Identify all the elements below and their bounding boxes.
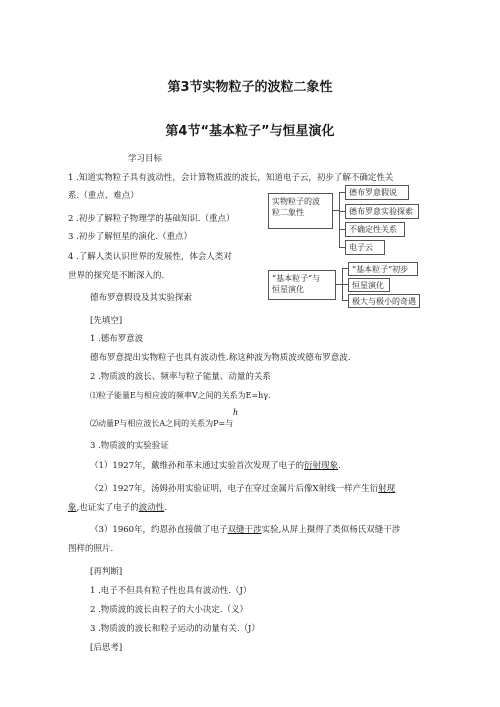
point-3-item-3 bbox=[90, 524, 400, 536]
map-box-wave-particle bbox=[268, 193, 333, 229]
map-bracket bbox=[339, 192, 340, 247]
point-3-item-1 bbox=[90, 460, 341, 472]
point-1-body: 德布罗意提出实物粒子也具有波动性.称这种波为物质波或德布罗意波. bbox=[90, 353, 351, 363]
text-run: （3）1960年，约恩孙直接做了电子 bbox=[90, 525, 228, 535]
goal-2: 2 .初步了解粒子物理学的基础知识.（重点） bbox=[68, 214, 235, 224]
page-title-section-4: 第4节“基本粒子”与恒星演化 bbox=[165, 124, 335, 139]
text-run: ,也证实了电子的 bbox=[76, 503, 139, 513]
think-tag: [后思考] bbox=[90, 643, 123, 653]
point-2-heading: 2 .物质波的波长、频率与粒子能量、动量的关系 bbox=[90, 372, 271, 382]
goal-4-line-1: 4 .了解人类认识世界的发展性，体会人类对 bbox=[68, 252, 232, 262]
formula-numerator: h bbox=[233, 408, 239, 417]
point-3-item-2-cont bbox=[68, 502, 167, 514]
judge-tag: [再判断] bbox=[90, 567, 123, 577]
judge-3: 3 .物质波的波长和粒子运动的动量有关.（J） bbox=[90, 624, 260, 634]
page-title-section-3: 第3节实物粒子的波粒二象性 bbox=[167, 80, 333, 95]
point-3-heading: 3 .物质波的实验验证 bbox=[90, 441, 169, 451]
goal-1-line-2: 系.（重点、难点） bbox=[68, 191, 139, 201]
text-run: . bbox=[338, 461, 341, 471]
goal-3: 3 .初步了解恒星的演化.（重点） bbox=[68, 232, 193, 242]
text-run: . bbox=[164, 503, 167, 513]
text-run: 实验,从屏上摄得了类似杨氏双缝干涉 bbox=[261, 525, 401, 535]
underlined-answer: 波动性 bbox=[138, 503, 165, 513]
underlined-answer: 双缝干涉 bbox=[227, 525, 262, 535]
map-item-electron-cloud: 电子云 bbox=[345, 240, 385, 255]
underlined-answer: 衍射现象 bbox=[304, 461, 339, 471]
map-item-basic-particles: “基本粒子”初步 bbox=[348, 262, 418, 276]
text-run: （2）1927年，汤姆孙用实验证明，电子在穿过金属片后像X射线一样产生衍 bbox=[90, 484, 379, 494]
map-box-line: 实物粒子的波 bbox=[272, 197, 320, 206]
underlined-answer: 射现 bbox=[378, 484, 396, 494]
map-item-stellar-evolution: 恒星演化 bbox=[348, 278, 390, 292]
section-heading: 德布罗意假设及其实验探索 bbox=[90, 293, 193, 303]
fill-in-tag: [先填空] bbox=[90, 316, 123, 326]
text-run: （1）1927年，戴维孙和革末通过实验首次发现了电子的 bbox=[90, 461, 305, 471]
map-box-line: “基本粒子”与 bbox=[272, 274, 321, 283]
point-3-item-3-cont: 图样的照片. bbox=[68, 544, 114, 554]
point-3-item-2 bbox=[90, 483, 395, 495]
map-item-debroglie-experiment: 德布罗意实验探索 bbox=[345, 204, 419, 219]
point-2-item-2: ⑵动量P与相应波长A之间的关系为P=与 bbox=[90, 419, 234, 428]
underlined-answer: 象 bbox=[68, 503, 77, 513]
point-2-item-1: ⑴粒子能量E与相应波的频率V之间的关系为E=hγ. bbox=[90, 391, 271, 400]
point-1-heading: 1 .德布罗意波 bbox=[90, 334, 144, 344]
map-item-debroglie-hypothesis: 德布罗意假说 bbox=[345, 185, 409, 200]
map-box-particles-stars bbox=[268, 270, 336, 300]
goals-heading: 学习目标 bbox=[128, 154, 163, 164]
goal-1-line-1: 1 .知道实物粒子具有波动性，会计算物质波的波长，知道电子云，初步了解不确定性关 bbox=[68, 173, 394, 183]
map-item-uncertainty: 不确定性关系 bbox=[345, 222, 405, 237]
judge-1: 1 .电子不但具有粒子性也具有波动性.（J） bbox=[90, 586, 252, 596]
goal-4-line-2: 世界的探究是不断深入的. bbox=[68, 271, 165, 281]
map-box-line: 恒星演化 bbox=[272, 285, 304, 294]
judge-2: 2 .物质波的波长由粒子的大小决定.（义） bbox=[90, 605, 249, 615]
map-box-line: 粒二象性 bbox=[272, 208, 304, 217]
map-item-extremes: 极大与极小的奇遇 bbox=[348, 294, 420, 308]
